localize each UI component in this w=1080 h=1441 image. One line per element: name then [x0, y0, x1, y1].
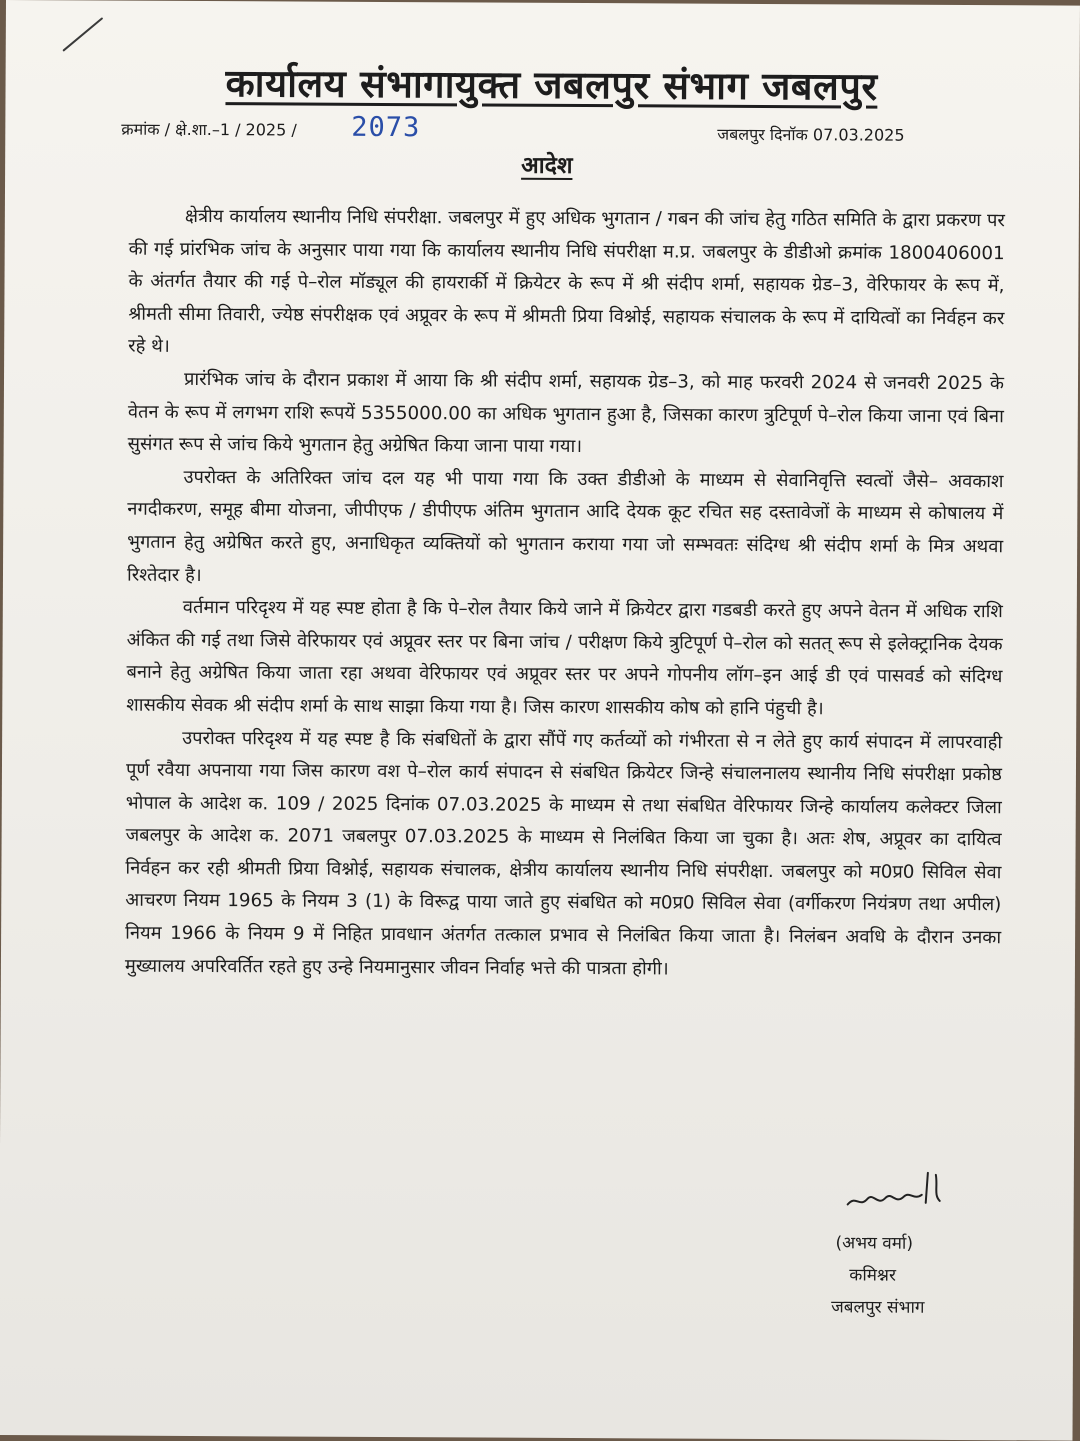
signatory-name: (अभय वर्मा): [835, 1233, 914, 1254]
paragraph-2: प्रारंभिक जांच के दौरान प्रकाश में आया कि श्री संदीप शर्मा, सहायक ग्रेड–3, को माह फरवरी 2024 से जनवरी 2025 के वेतन के रूप में लगभग राशि रूपयें 5355000.00 का अधिक भुगतान हुआ है, जिसका कारण त्रुटिपूर्ण पे–रोल किया जाना एवं बिना सुसंगत रूप से जांच किये भुगतान हेतु अग्रेषित किया जाना पाया गया।: [127, 368, 1005, 458]
signatory-office: जबलपुर संभाग: [831, 1297, 925, 1318]
signature-block: [819, 1164, 1000, 1325]
signatory-designation: कमिश्नर: [849, 1265, 896, 1286]
reference-number-handwritten: 2073: [351, 111, 421, 144]
signature-icon: [842, 1164, 952, 1215]
order-body: [125, 201, 1005, 988]
paragraph-1: क्षेत्रीय कार्यालय स्थानीय निधि संपरीक्षा. जबलपुर में हुए अधिक भुगतान / गबन की जांच हेतु गठित समिति के द्वारा प्रकरण पर की गई प्रांरभिक जांच के अनुसार पाया गया कि कार्यालय स्थानीय निधि संपरीक्षा म.प्र. जबलपुर के डीडीओ क्रमांक 1800406001 के अंतर्गत तैयार की गई पे–रोल मॉड्यूल की हायरार्की में क्रियेटर के रूप में श्री संदीप शर्मा, सहायक ग्रेड–3, वेरिफायर के रूप में, श्रीमती सीमा तिवारी, ज्येष्ठ संपरीक्षक एवं अप्रूवर के रूप में श्रीमती प्रिया विश्नोई, सहायक संचालक के रूप में दायित्वों का निर्वहन कर रहे थे।: [128, 205, 1005, 358]
paragraph-5: उपरोक्त परिदृश्य में यह स्पष्ट है कि संबधितों के द्वारा सौंपें गए कर्तव्यों को गंभीरता से न लेते हुए कार्य संपादन में लापरवाही पूर्ण रवैया अपनाया गया जिस कारण वश पे–रोल कार्य संपादन से संबधित क्रियेटर जिन्हे संचालनालय स्थानीय निधि संपरीक्षा प्रकोष्ठ भोपाल के आदेश क. 109 / 2025 दिनांक 07.03.2025 के माध्यम से तथा संबधित वेरिफायर जिन्हे कार्यालय कलेक्टर जिला जबलपुर के आदेश क. 2071 जबलपुर 07.03.2025 के माध्यम से निलंबित किया जा चुका है। अतः शेष, अप्रूवर का दायित्व निर्वहन कर रही श्रीमती प्रिया विश्नोई, सहायक संचालक, क्षेत्रीय कार्यालय स्थानीय निधि संपरीक्षा. जबलपुर को म0प्र0 सिविल सेवा आचरण नियम 1965 के नियम 3 (1) के विरूद्व पाया जाते हुए संबधित को म0प्र0 सिविल सेवा (वर्गीकरण नियंत्रण तथा अपील) नियम 1966 के नियम 9 में निहित प्रावधान अंतर्गत तत्काल प्रभाव से निलंबित किया जाता है। निलंबन अवधि के दौरान उनका मुख्यालय अपरिवर्तित रहते हुए उन्हे नियमानुसार जीवन निर्वाह भत्ते की पात्रता होगी।: [124, 727, 1003, 980]
date-line: जबलपुर दिनॉक 07.03.2025: [717, 124, 905, 145]
paragraph-4: वर्तमान परिदृश्य में यह स्पष्ट होता है कि पे–रोल तैयार किये जाने में क्रियेटर द्वारा गडबडी करते हुए अपने वेतन में अधिक राशि अंकित की गई तथा जिसे वेरिफायर एवं अप्रूवर स्तर पर बिना जांच / परीक्षण किये त्रुटिपूर्ण पे–रोल को सतत् रूप से इलेक्ट्रानिक देयक बनाने हेतु अग्रेषित किया जाता रहा अथवा वेरिफायर एवं अप्रूवर स्तर पर अपने गोपनीय लॉग–इन आई डी एवं पासवर्ड को संदिग्ध शासकीय सेवक श्री संदीप शर्मा के साथ साझा किया गया है। जिस कारण शासकीय कोष को हानि पंहुची है।: [126, 597, 1003, 720]
paragraph-3: उपरोक्त के अतिरिक्त जांच दल यह भी पाया गया कि उक्त डीडीओ के माध्यम से सेवानिवृत्ति स्वत्वों जैसे– अवकाश नगदीकरण, समूह बीमा योजना, जीपीएफ / डीपीएफ अंतिम भुगतान आदि देयक कूट रचित सह दस्तावेजों के माध्यम से कोषालय में भुगतान हेतु अग्रेषित करते हुए, अनाधिकृत व्यक्तियों को भुगतान कराया गया जो सम्भवतः संदिग्ध श्री संदीप शर्मा के मित्र अथवा रिश्तेदार है।: [126, 466, 1004, 586]
reference-prefix: क्रमांक / क्षे.शा.–1 / 2025 /: [121, 119, 297, 140]
order-heading: आदेश: [521, 152, 573, 179]
pen-mark-icon: [60, 14, 106, 54]
office-title: कार्यालय संभागायुक्त जबलपुर संभाग जबलपुर: [225, 61, 878, 109]
